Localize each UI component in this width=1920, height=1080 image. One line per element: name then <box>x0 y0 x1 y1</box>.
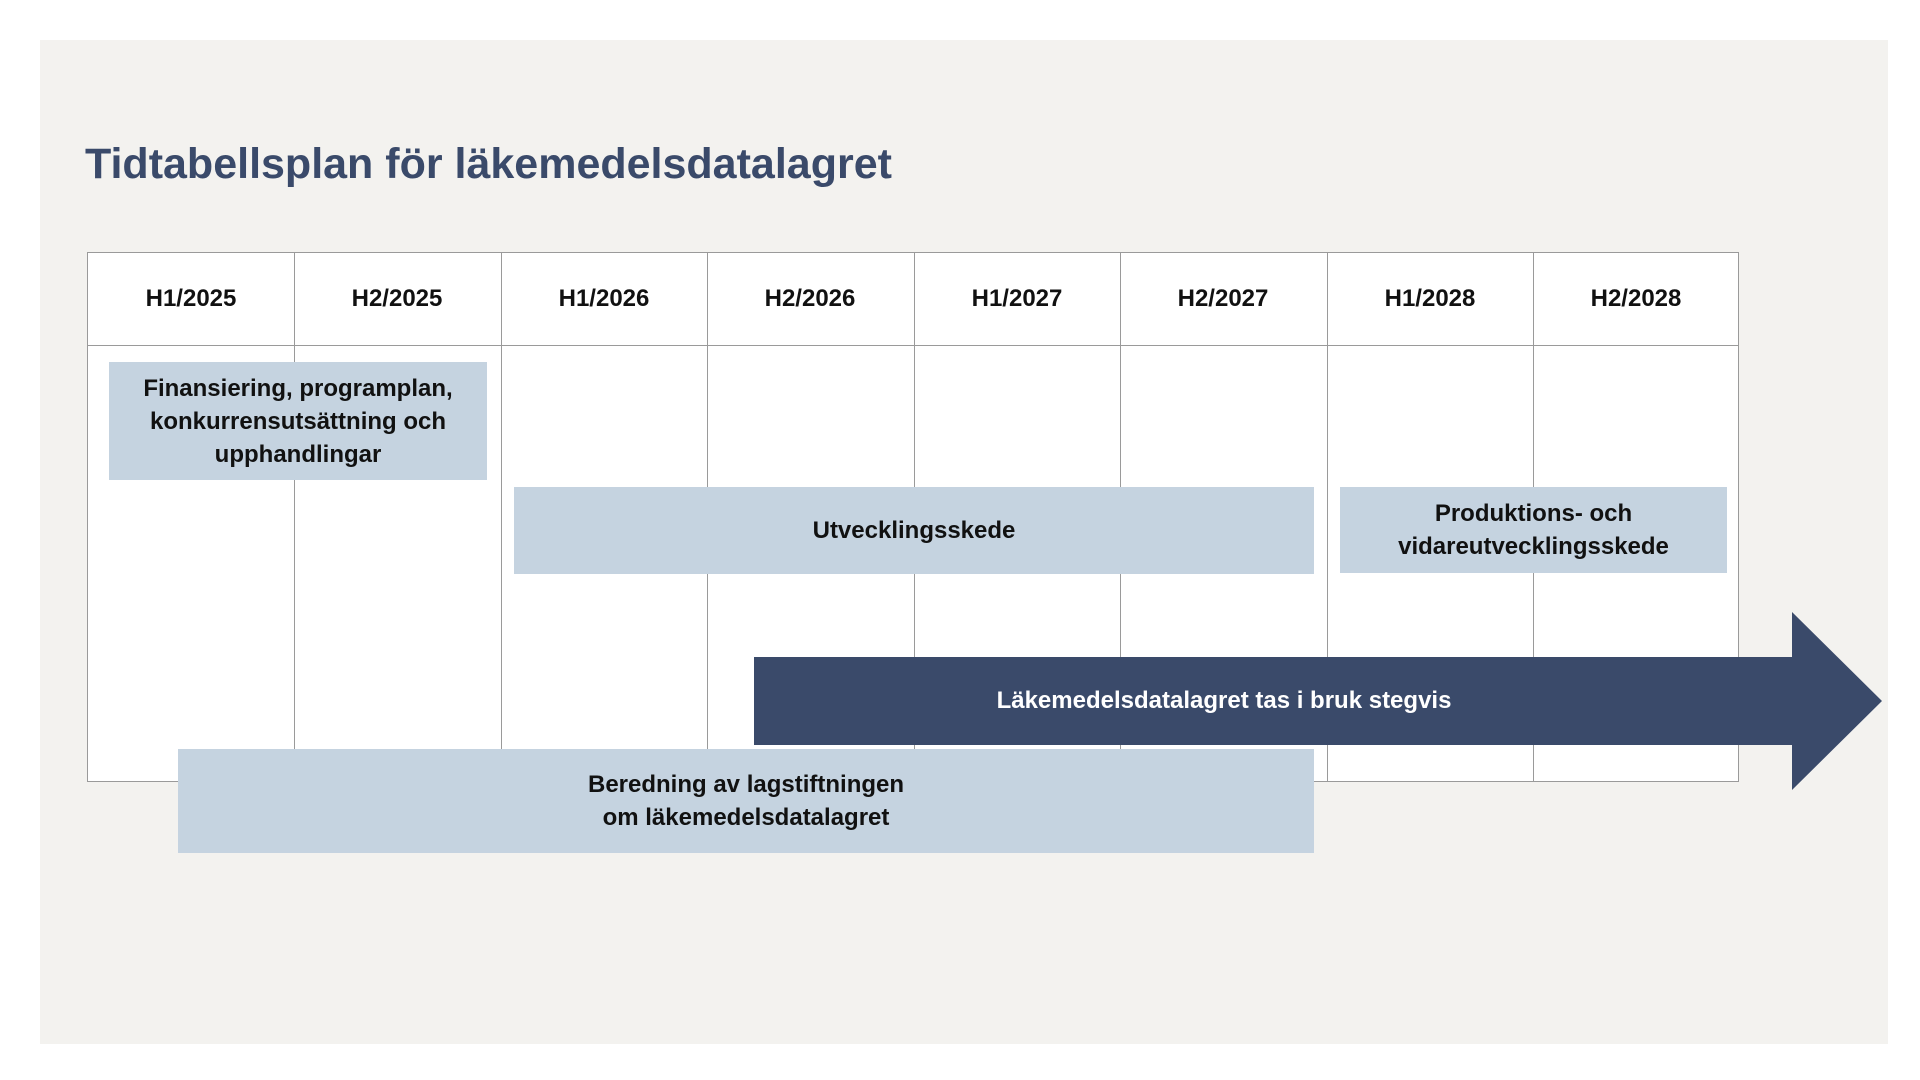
period-h2-2027: H2/2027 <box>1177 285 1269 312</box>
legislation-phase-label: Beredning av lagstiftningen om läkemedelsdatalagret <box>587 771 905 831</box>
page-title: Tidtabellsplan för läkemedelsdatalagret <box>85 140 892 188</box>
period-h2-2028: H2/2028 <box>1590 285 1682 312</box>
production-phase-bar <box>1340 487 1727 573</box>
period-h2-2025: H2/2025 <box>351 285 443 312</box>
development-phase-label: Utvecklingsskede <box>812 517 1016 544</box>
period-h1-2025: H1/2025 <box>145 285 237 312</box>
financing-phase-bar <box>109 362 487 480</box>
period-h2-2026: H2/2026 <box>764 285 856 312</box>
rollout-arrow-label: Läkemedelsdatalagret tas i bruk stegvis <box>996 687 1452 714</box>
slide <box>40 40 1888 1044</box>
period-h1-2028: H1/2028 <box>1384 285 1476 312</box>
development-phase-bar <box>514 487 1314 574</box>
production-phase-label: Produktions- och vidareutvecklingsskede <box>1398 500 1669 560</box>
period-h1-2027: H1/2027 <box>971 285 1063 312</box>
financing-phase-label: Finansiering, programplan, konkurrensutsättning och upphandlingar <box>143 374 453 468</box>
header-divider <box>88 345 1738 346</box>
period-h1-2026: H1/2026 <box>558 285 650 312</box>
